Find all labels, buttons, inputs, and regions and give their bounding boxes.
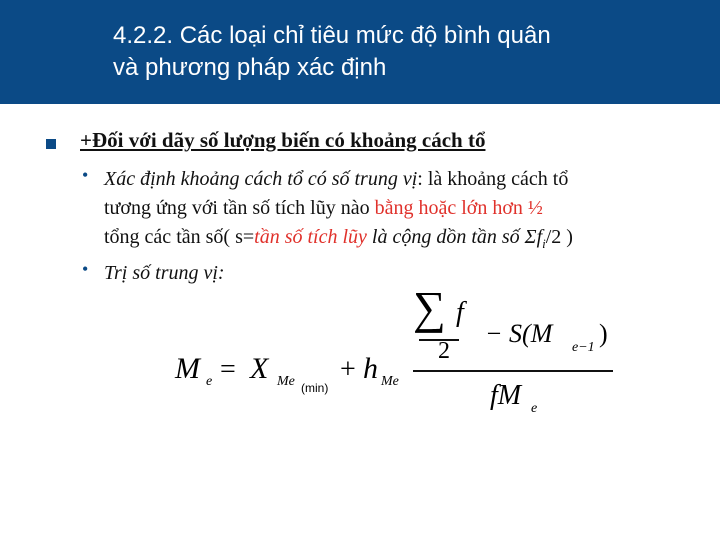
formula-s-sub: e−1: [572, 340, 595, 355]
bullet2-text: Trị số trung vị:: [104, 262, 225, 284]
formula-eq: =: [220, 354, 236, 385]
formula-lhs: M: [175, 352, 200, 385]
slide-title: [113, 20, 693, 84]
bullet1-italic: Xác định khoảng cách tổ có số trung vị: [104, 168, 418, 190]
formula-close: ): [599, 319, 608, 348]
bullet1-line2: [104, 196, 543, 220]
bullet1-line2-plain: tương ứng với tần số tích lũy nào: [104, 197, 375, 219]
formula-minus-s: − S(M: [485, 319, 553, 348]
slide-title-line1: 4.2.2. Các loại chỉ tiêu mức độ bình quân: [113, 22, 551, 49]
bullet1-line1: [104, 167, 568, 191]
bullet-icon: •: [82, 165, 89, 185]
formula-lhs-sub: e: [206, 374, 213, 389]
formula-x-subsub: (min): [301, 381, 329, 395]
main-fraction-bar: [413, 370, 613, 372]
bullet1-line3-end: /2 ): [545, 226, 573, 248]
bullet1-line2-red: bằng hoặc lớn hơn ½: [374, 197, 543, 219]
formula-plus: +: [340, 354, 356, 385]
bullet1-line3: [104, 225, 573, 256]
formula-f: f: [456, 297, 464, 328]
bullet-icon: •: [82, 259, 89, 279]
bullet1-line3-red: tần số tích lũy: [254, 226, 367, 248]
bullet1-line3-plain: tổng các tần số( s=: [104, 226, 255, 248]
formula-x-sub: Me: [277, 374, 295, 389]
formula-h-sub: Me: [381, 374, 399, 389]
formula-two: 2: [438, 338, 450, 364]
level1-heading: +Đối với dãy số lượng biến có khoảng cách tổ: [80, 128, 486, 152]
formula-sigma: ∑: [413, 282, 446, 333]
square-bullet-icon: [46, 139, 56, 149]
slide-title-line2: và phương pháp xác định: [113, 54, 387, 81]
title-bar: [0, 0, 720, 104]
bullet1-rest: : là khoảng cách tổ: [417, 168, 569, 190]
formula-den-sub: e: [531, 401, 538, 416]
formula-x: X: [250, 352, 269, 385]
formula-h: h: [363, 352, 378, 385]
formula-den: fM: [490, 380, 522, 411]
bullet1-line3-sub: i: [542, 236, 546, 251]
bullet1-line3-italic: là cộng dồn tần số Σf: [366, 226, 543, 248]
